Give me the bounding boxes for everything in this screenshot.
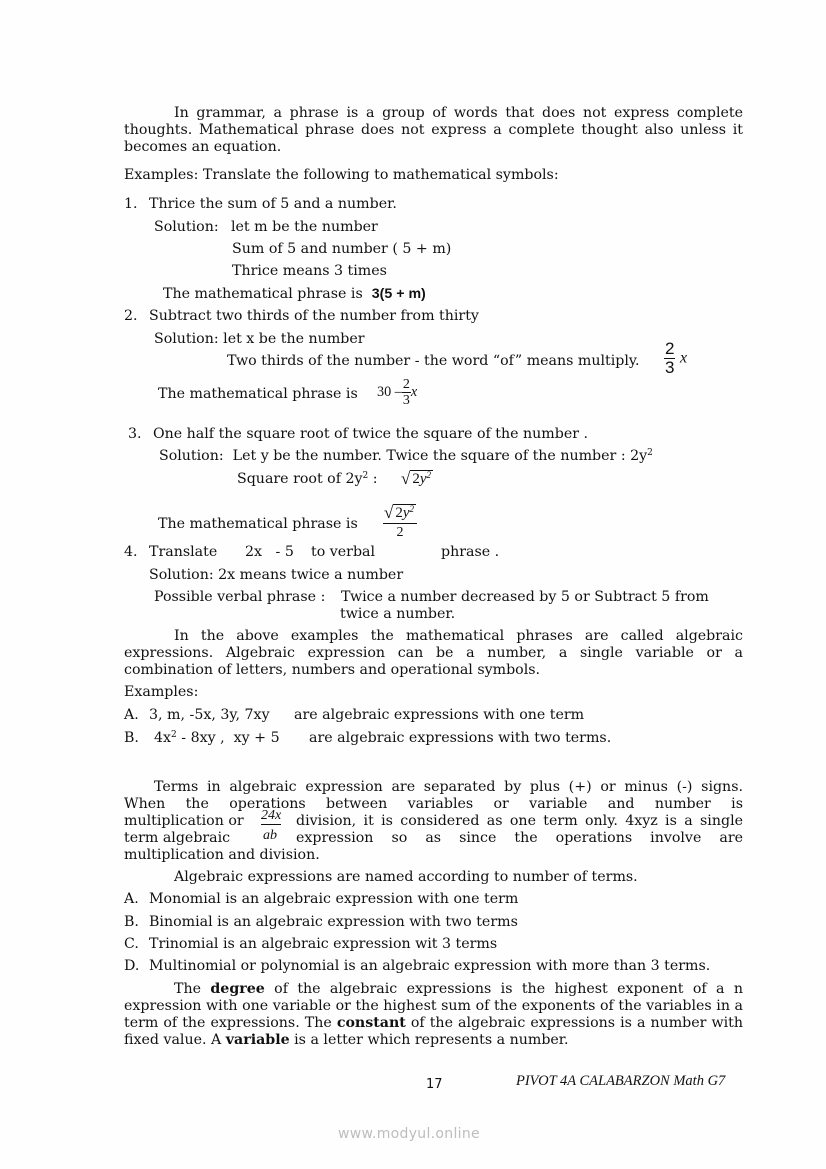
result-prefix: 30 – [377, 384, 402, 400]
example-4-verbal-line2: twice a number. [340, 606, 456, 622]
naming-item-c-letter: C. [124, 936, 139, 952]
radicand-coefficient: 2 [412, 471, 420, 487]
superscript: 2 [647, 448, 653, 458]
radicand-exponent: 2 [426, 470, 432, 480]
example-3-result-expression [383, 504, 417, 542]
sqrt-2y-squared [401, 470, 433, 489]
example-b-text: are algebraic expressions with two terms. [309, 730, 612, 746]
example-2-result-label: The mathematical phrase is [158, 386, 358, 402]
example-4-prompt-part3: phrase . [441, 544, 500, 560]
fraction-denominator: 3 [665, 358, 675, 377]
terms-line2: When the operations between variables or variable and number is [124, 796, 743, 812]
example-3-number: 3. [128, 426, 142, 442]
example-1-solution-line1: let m be the number [231, 219, 378, 235]
example-b-letter: B. [124, 730, 139, 746]
examples-heading: Examples: Translate the following to mathematical symbols: [124, 167, 559, 183]
example-1-solution-line2: Sum of 5 and number ( 5 + m) [232, 241, 452, 257]
solution-label: Solution: [154, 331, 219, 347]
example-2-solution [154, 331, 365, 348]
result-denominator: 2 [396, 525, 404, 540]
fraction-variable: x [679, 349, 688, 367]
watermark: www.modyul.online [338, 1126, 480, 1142]
term-degree: degree [210, 981, 265, 997]
naming-item-a-letter: A. [124, 891, 139, 907]
naming-item-b-text: Binomial is an algebraic expression with two terms [149, 914, 518, 930]
radicand-variable: y [419, 471, 427, 487]
example-1-number: 1. [124, 196, 138, 212]
solution-line2: Square root of 2y [237, 471, 363, 487]
example-4-prompt-part1: Translate [149, 544, 218, 560]
colon: : [368, 471, 378, 487]
expr2: - 8xy , xy + 5 [176, 730, 280, 746]
superscript: 2 [171, 730, 177, 740]
fraction-ab-denominator: ab [263, 828, 277, 843]
example-4-number: 4. [124, 544, 138, 560]
terms-line4b: expression so as since the operations involve are [296, 830, 743, 846]
terms-line1: Terms in algebraic expression are separated by plus (+) or minus (-) signs. [154, 779, 743, 795]
examples-label: Examples: [124, 684, 199, 700]
result-label: The mathematical phrase is [163, 286, 363, 302]
example-4-solution: Solution: 2x means twice a number [149, 567, 404, 583]
algebraic-text: In the above examples the mathematical phrases are called algebraic expressions. Algebraic expression can be a number, a single variable or a combination of letters, numbers and operational symbols. [124, 628, 743, 678]
result-numerator: 2 [402, 377, 410, 392]
def-text-4: is a letter which represents a number. [294, 1032, 569, 1048]
example-2-result-expression [377, 377, 417, 408]
def-text-3: of the algebraic expressions is a number with fixed value. A [124, 1015, 743, 1048]
naming-item-c-text: Trinomial is an algebraic expression wit 3 terms [149, 936, 498, 952]
fraction-numerator: 2 [665, 339, 675, 358]
footer-title: PIVOT 4A CALABARZON Math G7 [516, 1073, 726, 1089]
example-4-verbal-label: Possible verbal phrase : [154, 589, 326, 605]
solution-line1: Let y be the number. Twice the square of the number : 2y [232, 448, 648, 464]
example-b-expressions [154, 730, 280, 747]
naming-item-d-letter: D. [124, 958, 140, 974]
example-1-prompt: Thrice the sum of 5 and a number. [149, 196, 397, 212]
terms-line4a: term algebraic [124, 830, 231, 846]
solution-label: Solution: [159, 448, 224, 464]
naming-item-d-text: Multinomial or polynomial is an algebraic expression with more than 3 terms. [149, 958, 711, 974]
naming-item-a-text: Monomial is an algebraic expression with one term [149, 891, 519, 907]
example-2-number: 2. [124, 308, 138, 324]
definitions-paragraph [124, 981, 743, 1049]
example-1-solution-label: Solution: [154, 219, 219, 235]
result-expression: 3(5 + m) [371, 286, 426, 302]
intro-paragraph [124, 105, 743, 156]
example-3-solution [159, 448, 653, 465]
naming-intro: Algebraic expressions are named according to number of terms. [174, 869, 638, 885]
two-thirds-x-fraction [664, 340, 687, 377]
solution-line1: let x be the number [223, 331, 365, 347]
example-2-prompt: Subtract two thirds of the number from thirty [149, 308, 479, 324]
example-4-prompt-part2: to verbal [311, 544, 376, 560]
def-text-1: The [174, 981, 201, 997]
result-denominator: 3 [402, 393, 410, 408]
intro-text: In grammar, a phrase is a group of words that does not express complete thoughts. Mathematical phrase does not express a complete thought also unless it becomes an equation. [124, 105, 743, 155]
terms-line3a: multiplication or [124, 813, 244, 829]
example-a-text: are algebraic expressions with one term [294, 707, 585, 723]
radical-icon: √ [401, 469, 411, 488]
example-3-prompt: One half the square root of twice the square of the number . [153, 426, 589, 442]
superscript: 2 [362, 471, 369, 481]
result-variable: x [410, 384, 418, 400]
term-variable: variable [225, 1032, 290, 1048]
example-3-solution-line2 [237, 471, 378, 488]
naming-item-b-letter: B. [124, 914, 139, 930]
example-a-expressions: 3, m, -5x, 3y, 7xy [149, 707, 270, 723]
fraction-24x-numerator: 24x [261, 808, 282, 823]
radicand-variable: y [402, 505, 410, 521]
terms-line3b: division, it is considered as one term only. 4xyz is a single [296, 813, 743, 829]
radicand-exponent: 2 [409, 504, 415, 514]
example-3-result-label: The mathematical phrase is [158, 516, 358, 532]
expr1: 4x [154, 730, 172, 746]
radicand-coefficient: 2 [395, 505, 403, 521]
radical-icon: √ [384, 503, 394, 522]
example-2-solution-line2: Two thirds of the number - the word “of” means multiply. [227, 353, 640, 369]
page-number: 17 [426, 1077, 443, 1092]
example-1-result [163, 286, 426, 303]
algebraic-paragraph [124, 628, 743, 679]
example-4-prompt-expression: 2x - 5 [245, 544, 294, 560]
def-text-2: of the algebraic expressions is the highest exponent of a n expression with one variable or the highest sum of the exponents of the variables in a term of the expressions. The [124, 981, 743, 1031]
example-1-solution-line3: Thrice means 3 times [232, 263, 387, 279]
term-constant: constant [336, 1015, 406, 1031]
example-a-letter: A. [124, 707, 139, 723]
terms-line5: multiplication and division. [124, 847, 320, 863]
example-4-verbal-line1: Twice a number decreased by 5 or Subtract 5 from [341, 589, 709, 605]
